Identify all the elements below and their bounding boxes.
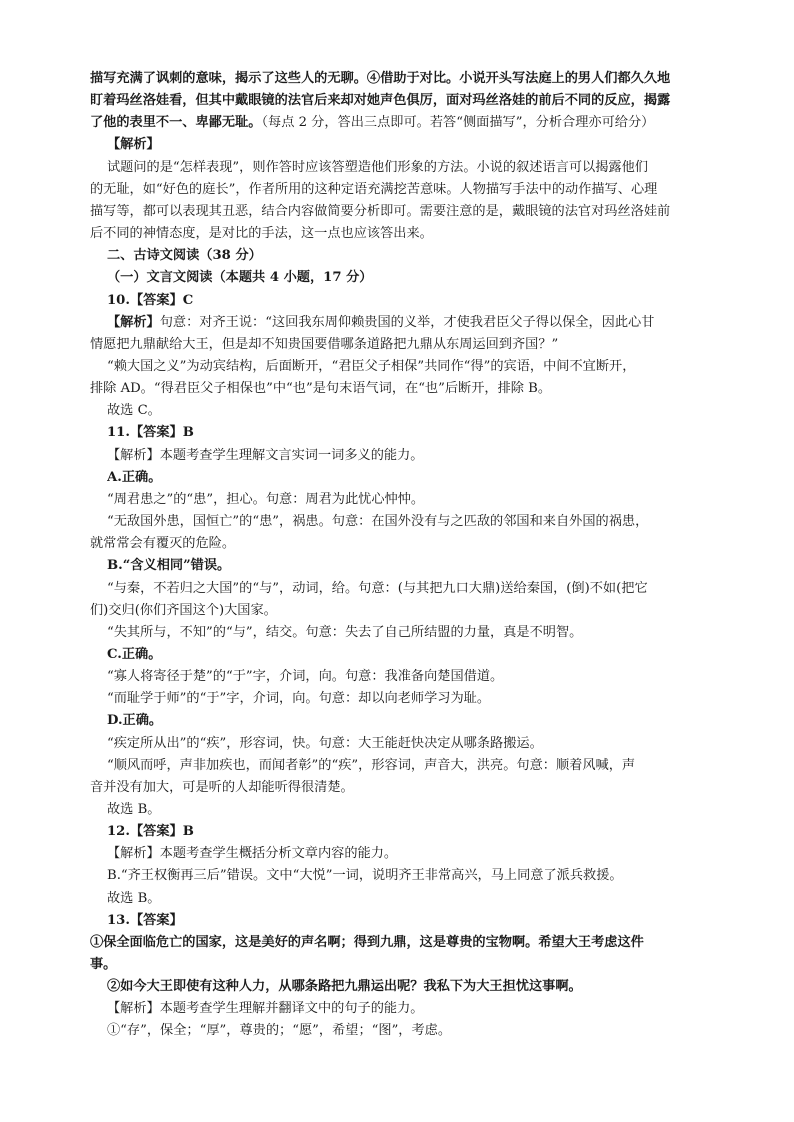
line-text: ①保全面临危亡的国家，这是美好的声名啊；得到九鼎，这是尊贵的宝物啊。希望大王考虑这件 xyxy=(90,934,644,950)
line-text: 【解析】本题考查学生理解并翻译文中的句子的能力。 xyxy=(107,1001,424,1017)
text-line xyxy=(107,666,730,688)
line-text: 们)交归(你们齐国这个)大国家。 xyxy=(90,602,277,618)
line-text: C.正确。 xyxy=(107,646,162,662)
line-text: B.“含义相同”错误。 xyxy=(107,558,231,574)
line-text: D.正确。 xyxy=(107,713,163,729)
text-line xyxy=(107,998,730,1020)
line-text: 后不同的神情态度，是对比的手法，这一点也应该答出来。 xyxy=(90,226,433,241)
text-line xyxy=(107,843,730,865)
text-line xyxy=(107,622,730,644)
line-text: 二、古诗文阅读（38 分） xyxy=(107,248,262,264)
text-line xyxy=(107,888,730,910)
line-text: 故选 C。 xyxy=(107,403,161,419)
text-line xyxy=(107,312,730,334)
line-text: 【解析】本题考查学生概括分析文章内容的能力。 xyxy=(107,846,398,862)
line-text: （一）文言文阅读（本题共 4 小题，17 分） xyxy=(107,270,373,286)
line-text: 就常常会有覆灭的危险。 xyxy=(90,536,236,552)
line-text: 情愿把九鼎献给大王，但是却不知贵国要借哪条道路把九鼎从东周运回到齐国？” xyxy=(90,336,559,352)
line-text: 【解析】 xyxy=(107,314,160,330)
text-line xyxy=(107,1020,730,1042)
text-line xyxy=(90,378,730,400)
text-line xyxy=(107,644,730,666)
text-line xyxy=(90,600,730,622)
line-text: 音并没有加大，可是听的人却能听得很清楚。 xyxy=(90,779,354,795)
line-text: “周君患之”的“患”，担心。句意：周君为此忧心忡忡。 xyxy=(107,491,425,507)
line-text: 12.【答案】B xyxy=(107,824,194,840)
text-line xyxy=(107,245,730,267)
line-text: 排除 AD。“得君臣父子相保也”中“也”是句末语气词，在“也”后断开，排除 B。 xyxy=(90,381,552,397)
line-text: 了他的表里不一、卑鄙无耻。 xyxy=(90,115,262,131)
line-text: 事。 xyxy=(90,957,117,972)
text-line xyxy=(107,511,730,533)
line-text: 的无耻，如“好色的庭长”，作者所用的这种定语充满挖苦意味。人物描写手法中的动作描写、心理 xyxy=(90,181,658,197)
text-line xyxy=(90,68,730,90)
text-line xyxy=(107,865,730,887)
text-line xyxy=(107,910,730,932)
text-line xyxy=(107,976,730,998)
text-line xyxy=(107,400,730,422)
line-text: “赖大国之义”为动宾结构，后面断开，“君臣父子相保”共同作“得”的宾语，中间不宜断开， xyxy=(107,358,636,374)
line-text: “寡人将寄径于楚”的“于”字，介词，向。句意：我准备向楚国借道。 xyxy=(107,669,504,684)
text-line xyxy=(90,179,730,201)
line-text: B.“齐王权衡再三后”错误。文中“大悦”一词，说明齐王非常高兴，马上同意了派兵救援。 xyxy=(107,868,623,884)
text-line xyxy=(107,467,730,489)
line-extra-text: （每点 2 分，答出三点即可。若答“侧面描写”，分析合理亦可给分） xyxy=(261,115,655,131)
line-text: “顺风而呼，声非加疾也，而闻者彰”的“疾”，形容词，声音大，洪亮。句意：顺着风喊，声 xyxy=(107,757,636,773)
line-text: “而耻学于师”的“于”字，介词，向。句意：却以向老师学习为耻。 xyxy=(107,691,491,707)
text-line xyxy=(107,157,730,179)
line-text: 描写充满了讽刺的意味，揭示了这些人的无聊。④借助于对比。小说开头写法庭上的男人们都久久地 xyxy=(90,71,671,86)
text-line xyxy=(107,755,730,777)
line-text: 故选 B。 xyxy=(107,890,161,906)
text-line xyxy=(90,223,730,245)
line-text: 11.【答案】B xyxy=(107,425,194,441)
line-text: 【解析】本题考查学生理解文言实词一词多义的能力。 xyxy=(107,447,424,463)
line-text: 试题问的是“怎样表现”，则作答时应该答塑造他们形象的方法。小说的叙述语言可以揭露他们 xyxy=(107,159,648,175)
text-line xyxy=(90,533,730,555)
text-line xyxy=(107,555,730,577)
text-line xyxy=(90,777,730,799)
text-line xyxy=(90,112,730,134)
text-line xyxy=(107,688,730,710)
text-line xyxy=(107,445,730,467)
line-text: 故选 B。 xyxy=(107,801,161,817)
line-text: “无敌国外患，国恒亡”的“患”，祸患。句意：在国外没有与之匹敌的邻国和来自外国的祸患， xyxy=(107,514,649,529)
line-text: 【解析】 xyxy=(107,137,160,153)
text-line xyxy=(90,334,730,356)
line-text: “失其所与，不知”的“与”，结交。句意：失去了自己所结盟的力量，真是不明智。 xyxy=(107,624,583,640)
text-line xyxy=(107,356,730,378)
text-line xyxy=(107,267,730,289)
line-text: ①“存”，保全；“厚”，尊贵的；“愿”，希望；“图”，考虑。 xyxy=(107,1023,452,1039)
line-text: 10.【答案】C xyxy=(107,292,194,308)
text-line xyxy=(107,710,730,732)
line-text: “与秦，不若归之大国”的“与”，动词，给。句意：(与其把九口大鼎)送给秦国，(倒)不如(把它 xyxy=(107,580,648,596)
line-text: “疾定所从出”的“疾”，形容词，快。句意：大王能赶快决定从哪条路搬运。 xyxy=(107,735,543,751)
text-line xyxy=(90,932,730,954)
text-line xyxy=(107,422,730,444)
text-line xyxy=(107,290,730,312)
text-line xyxy=(90,201,730,223)
line-text: A.正确。 xyxy=(107,469,162,485)
text-line xyxy=(107,821,730,843)
text-line xyxy=(107,578,730,600)
line-text: 盯着玛丝洛娃看，但其中戴眼镜的法官后来却对她声色俱厉，面对玛丝洛娃的前后不同的反应，揭露 xyxy=(90,93,671,109)
text-line xyxy=(107,733,730,755)
text-line xyxy=(107,134,730,156)
line-text: ②如今大王即使有这种人力，从哪条路把九鼎运出呢？我私下为大王担忧这事啊。 xyxy=(107,979,582,995)
line-text: 描写等，都可以表现其丑恶，结合内容做简要分析即可。需要注意的是，戴眼镜的法官对玛丝洛娃前 xyxy=(90,203,671,219)
text-line xyxy=(90,954,730,976)
text-line xyxy=(107,489,730,511)
line-extra-text: 句意：对齐王说：“这回我东周仰赖贵国的义举，才使我君臣父子得以保全，因此心甘 xyxy=(159,314,655,330)
text-line xyxy=(90,90,730,112)
line-text: 13.【答案】 xyxy=(107,912,183,928)
text-line xyxy=(107,799,730,821)
